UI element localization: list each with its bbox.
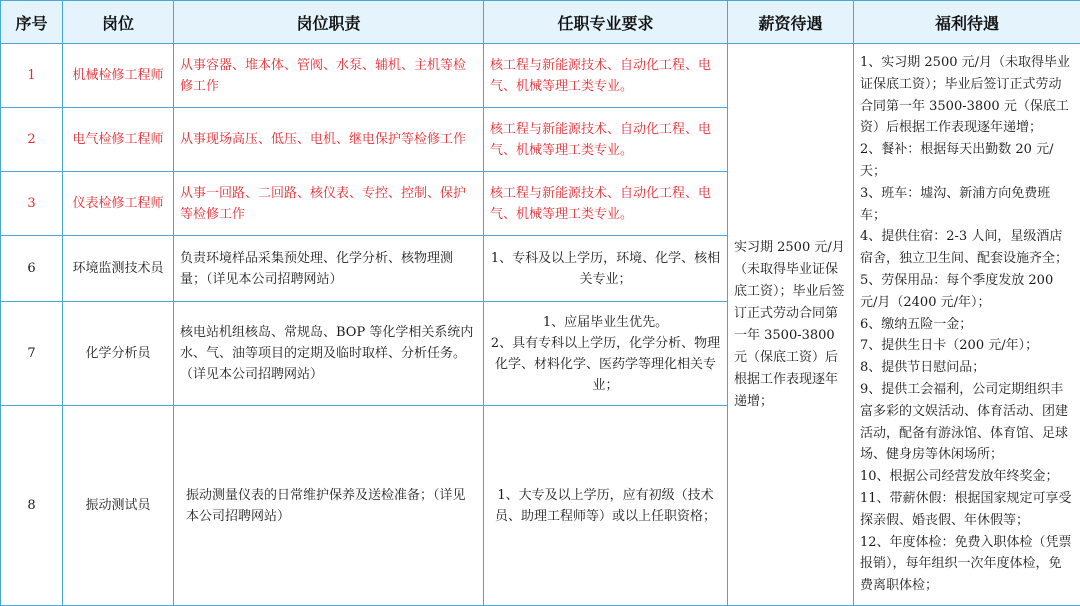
row-position: 振动测试员 xyxy=(63,406,174,606)
row-index: 6 xyxy=(1,236,63,302)
header-row xyxy=(1,1,1080,44)
benefit-item: 7、提供生日卡（200 元/年）； xyxy=(860,335,1074,357)
row-index: 3 xyxy=(1,172,63,236)
row-index: 7 xyxy=(1,302,63,406)
benefits-cell xyxy=(854,44,1080,606)
row-requirement: 核工程与新能源技术、自动化工程、电气、机械等理工类专业。 xyxy=(484,172,728,236)
row-index: 8 xyxy=(1,406,63,606)
benefit-item: 3、班车：墟沟、新浦方向免费班车； xyxy=(860,183,1074,227)
row-index: 1 xyxy=(1,44,63,108)
row-duty: 振动测量仪表的日常维护保养及送检准备；（详见本公司招聘网站） xyxy=(174,406,484,606)
row-duty: 从事现场高压、低压、电机、继电保护等检修工作 xyxy=(174,108,484,172)
header-benefits: 福利待遇 xyxy=(854,1,1080,44)
row-duty: 核电站机组核岛、常规岛、BOP 等化学相关系统内水、气、油等项目的定期及临时取样、分析任务。（详见本公司招聘网站） xyxy=(174,302,484,406)
row-duty: 从事容器、堆本体、管阀、水泵、辅机、主机等检修工作 xyxy=(174,44,484,108)
row-position: 电气检修工程师 xyxy=(63,108,174,172)
benefit-item: 6、缴纳五险一金； xyxy=(860,314,1074,336)
row-position: 机械检修工程师 xyxy=(63,44,174,108)
benefit-item: 8、提供节日慰问品； xyxy=(860,357,1074,379)
benefit-item: 4、提供住宿：2-3 人间，星级酒店宿舍，独立卫生间、配套设施齐全； xyxy=(860,226,1074,270)
benefit-item: 1、实习期 2500 元/月（未取得毕业证保底工资）；毕业后签订正式劳动合同第一年 3500-3800 元（保底工资）后根据工作表现逐年递增； xyxy=(860,52,1074,139)
row-position: 化学分析员 xyxy=(63,302,174,406)
benefit-item: 12、年度体检：免费入职体检（凭票报销），每年组织一次年度体检，免费离职体检； xyxy=(860,532,1074,597)
row-requirement: 1、大专及以上学历，应有初级（技术员、助理工程师等）或以上任职资格； xyxy=(484,406,728,606)
row-requirement: 1、专科及以上学历，环境、化学、核相关专业； xyxy=(484,236,728,302)
header-index: 序号 xyxy=(1,1,63,44)
row-requirement: 核工程与新能源技术、自动化工程、电气、机械等理工类专业。 xyxy=(484,44,728,108)
row-requirement: 1、应届毕业生优先。 2、具有专科以上学历，化学分析、物理化学、材料化学、医药学等理化相关专业； xyxy=(484,302,728,406)
benefit-item: 11、带薪休假：根据国家规定可享受探亲假、婚丧假、年休假等； xyxy=(860,488,1074,532)
table-row xyxy=(1,44,1080,108)
benefit-item: 5、劳保用品：每个季度发放 200 元/月（2400 元/年）； xyxy=(860,270,1074,314)
row-duty: 从事一回路、二回路、核仪表、专控、控制、保护等检修工作 xyxy=(174,172,484,236)
header-salary: 薪资待遇 xyxy=(728,1,854,44)
row-position: 环境监测技术员 xyxy=(63,236,174,302)
header-duty: 岗位职责 xyxy=(174,1,484,44)
header-position: 岗位 xyxy=(63,1,174,44)
row-duty: 负责环境样品采集预处理、化学分析、核物理测量；（详见本公司招聘网站） xyxy=(174,236,484,302)
row-requirement: 核工程与新能源技术、自动化工程、电气、机械等理工类专业。 xyxy=(484,108,728,172)
salary-cell: 实习期 2500 元/月（未取得毕业证保底工资）；毕业后签订正式劳动合同第一年 3500-3800 元（保底工资）后根据工作表现逐年递增； xyxy=(728,44,854,606)
benefit-item: 2、餐补：根据每天出勤数 20 元/天； xyxy=(860,139,1074,183)
row-index: 2 xyxy=(1,108,63,172)
benefit-item: 10、根据公司经营发放年终奖金； xyxy=(860,466,1074,488)
row-position: 仪表检修工程师 xyxy=(63,172,174,236)
header-requirement: 任职专业要求 xyxy=(484,1,728,44)
benefit-item: 9、提供工会福利，公司定期组织丰富多彩的文娱活动、体育活动、团建活动，配备有游泳馆、体育馆、足球场、健身房等休闲场所； xyxy=(860,379,1074,466)
